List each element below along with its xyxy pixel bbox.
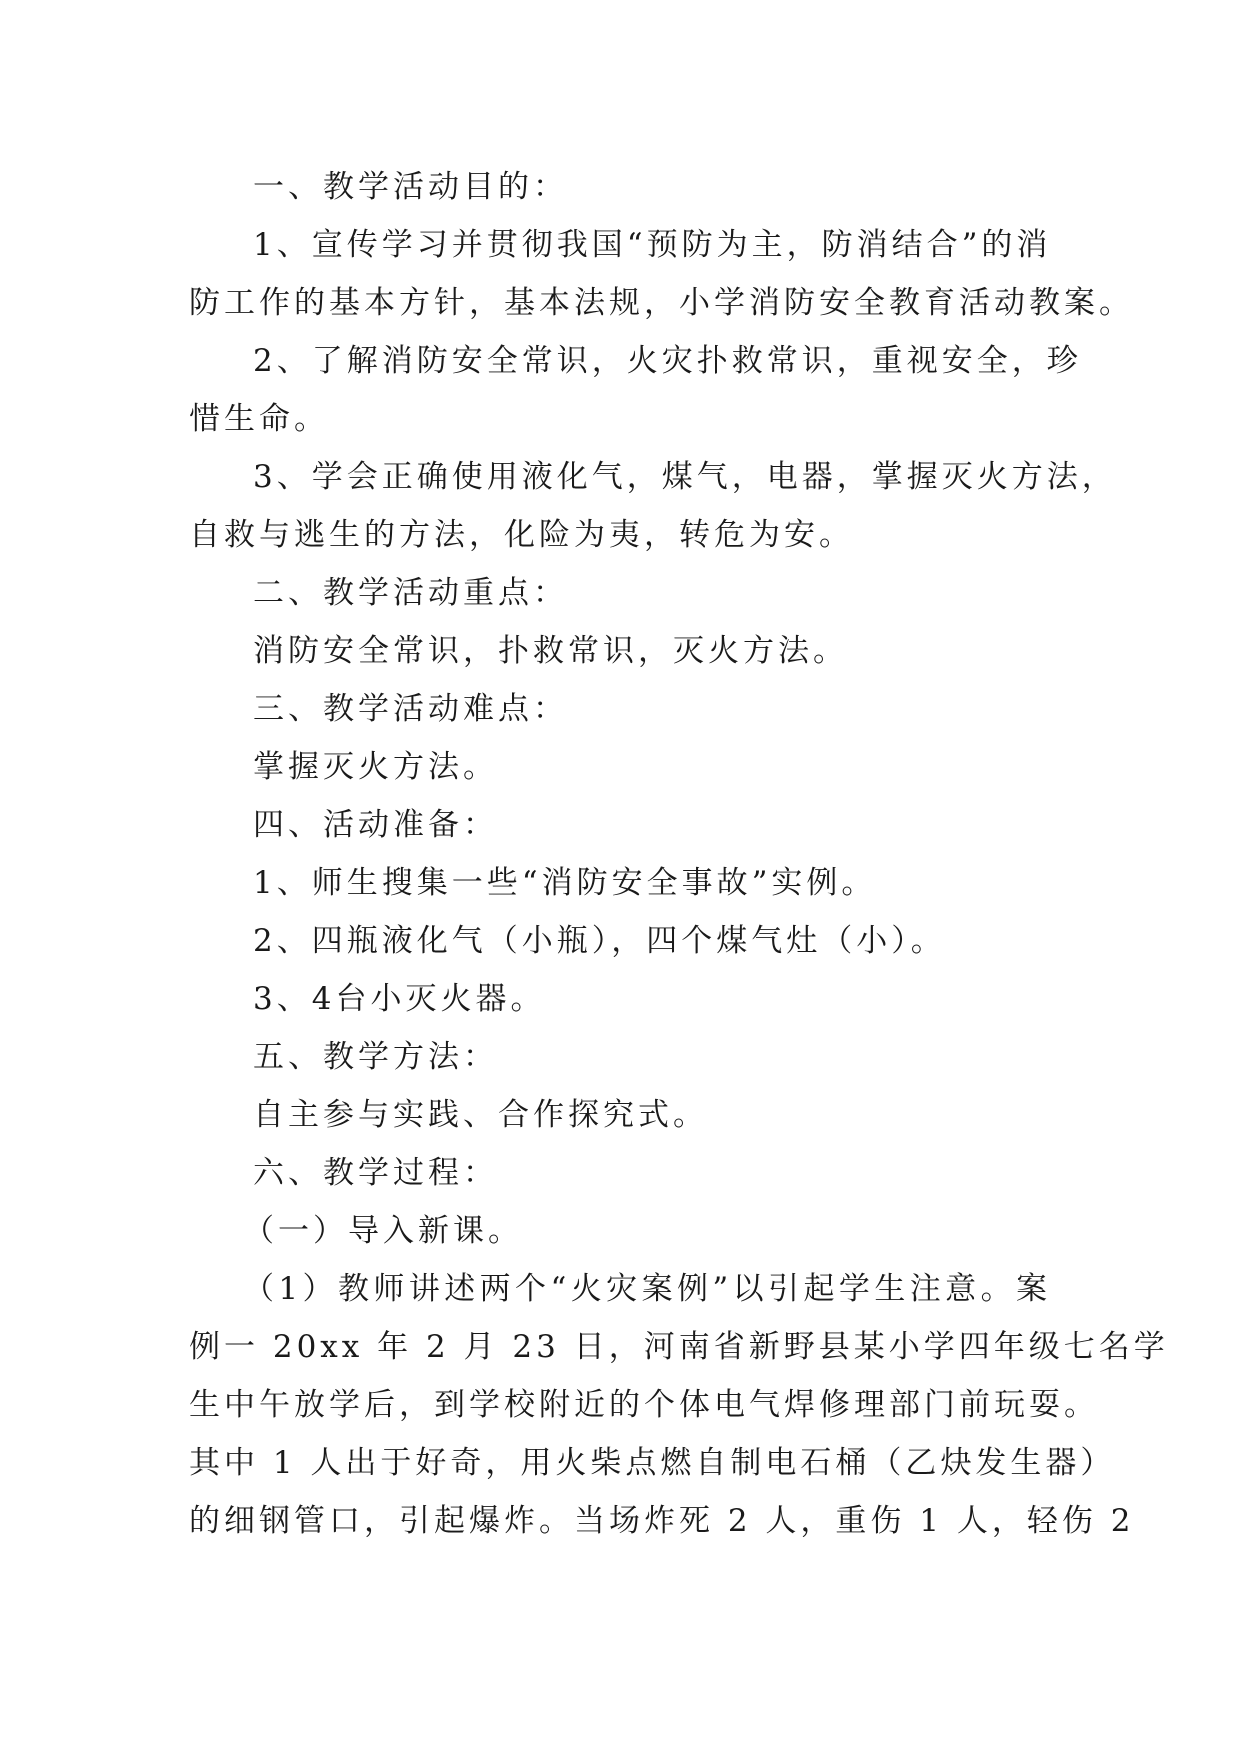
paragraph-line: 例一 20xx 年 2 月 23 日，河南省新野县某小学四年级七名学 [189, 1329, 1169, 1365]
paragraph-line: 生中午放学后，到学校附近的个体电气焊修理部门前玩耍。 [189, 1387, 1099, 1423]
section-heading-objectives: 一、教学活动目的： [253, 169, 568, 205]
section-heading-difficulties: 三、教学活动难点： [253, 691, 568, 727]
paragraph-line: 2、了解消防安全常识，火灾扑救常识，重视安全，珍 [253, 343, 1082, 379]
paragraph-line: 的细钢管口，引起爆炸。当场炸死 2 人，重伤 1 人，轻伤 2 [189, 1503, 1135, 1539]
paragraph-line: （1）教师讲述两个“火灾案例”以引起学生注意。案 [243, 1271, 1051, 1307]
paragraph-line: 自救与逃生的方法，化险为夷，转危为安。 [189, 517, 854, 553]
section-heading-key-points: 二、教学活动重点： [253, 575, 568, 611]
paragraph-line: 其中 1 人出于好奇，用火柴点燃自制电石桶（乙炔发生器） [189, 1445, 1116, 1481]
paragraph-line: 防工作的基本方针，基本法规，小学消防安全教育活动教案。 [189, 285, 1134, 321]
list-item: 3、4台小灭火器。 [253, 981, 546, 1017]
list-item: 1、师生搜集一些“消防安全事故”实例。 [253, 865, 877, 901]
document-body [189, 158, 1169, 1550]
paragraph-line: 惜生命。 [189, 401, 329, 437]
section-heading-methods: 五、教学方法： [253, 1039, 498, 1075]
section-heading-process: 六、教学过程： [253, 1155, 498, 1191]
section-heading-preparation: 四、活动准备： [253, 807, 498, 843]
subsection-heading: （一）导入新课。 [243, 1213, 523, 1249]
list-item: 2、四瓶液化气（小瓶），四个煤气灶（小）。 [253, 923, 946, 959]
paragraph-line: 消防安全常识，扑救常识，灭火方法。 [253, 633, 848, 669]
paragraph-line: 3、学会正确使用液化气，煤气，电器，掌握灭火方法， [253, 459, 1117, 495]
paragraph-line: 掌握灭火方法。 [253, 749, 498, 785]
paragraph-line: 自主参与实践、合作探究式。 [253, 1097, 708, 1133]
paragraph-line: 1、宣传学习并贯彻我国“预防为主，防消结合”的消 [253, 227, 1052, 263]
